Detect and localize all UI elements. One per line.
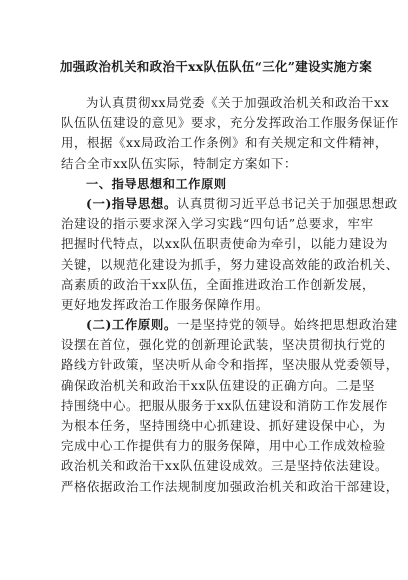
principles-line: 设摆在首位，强化党的创新理论武装，坚决贯彻执行党的 (61, 337, 386, 353)
guiding-line: 关键，以规范化建设为抓手，努力建设高效能的政治机关、 (61, 256, 399, 272)
intro-line: 结合全市xx队伍实际，特制定方案如下： (61, 155, 298, 171)
document-title: 加强政治机关和政治干xx队伍队伍“三化”建设实施方案 (60, 59, 373, 74)
document-body (61, 93, 399, 497)
guiding-line: 高素质的政治干xx队伍，全面推进政治工作创新发展， (61, 276, 375, 292)
principles-line: 为根本任务，坚持围绕中心抓建设、抓好建设保中心，为 (61, 418, 386, 433)
principles-label: (二)工作原则。 (86, 317, 177, 333)
guiding-first-line-text: 认真贯彻习近平总书记关于加强思想政 (176, 195, 398, 211)
section-heading: 一、指导思想和工作原则 (86, 176, 227, 191)
intro-line: 为认真贯彻xx局党委《关于加强政治机关和政治干xx (86, 95, 390, 110)
intro-line: 用，根据《xx局政治工作条例》和有关规定和文件精神， (61, 135, 388, 151)
guiding-label: (一)指导思想。 (86, 195, 177, 211)
principles-paragraph-first-line (61, 315, 398, 335)
principles-line: 严格依据政治工作法规制度加强政治机关和政治干部建设， (61, 478, 399, 494)
principles-line: 持围绕中心。把服从服务于xx队伍建设和消防工作发展作 (61, 397, 388, 413)
guiding-line: 把握时代特点，以xx队伍职责使命为牵引，以能力建设为 (61, 236, 388, 252)
guiding-line: 更好地发挥政治工作服务保障作用。 (61, 296, 269, 312)
principles-first-line-text: 一是坚持党的领导。始终把思想政治建 (176, 317, 398, 333)
principles-line: 路线方针政策，坚决听从命令和指挥，坚决服从党委领导， (61, 357, 399, 373)
guiding-paragraph-first-line (61, 194, 398, 214)
intro-line: 队伍队伍建设的意见》要求，充分发挥政治工作服务保证作 (61, 115, 399, 131)
principles-line: 确保政治机关和政治干xx队伍建设的正确方向。二是坚 (61, 377, 375, 393)
principles-line: 政治机关和政治干xx队伍建设成效。三是坚持依法建设。 (61, 458, 388, 474)
principles-line: 完成中心工作提供有力的服务保障，用中心工作成效检验 (61, 438, 386, 454)
guiding-line: 治建设的指示要求深入学习实践“四句话”总要求，牢牢 (61, 216, 374, 232)
